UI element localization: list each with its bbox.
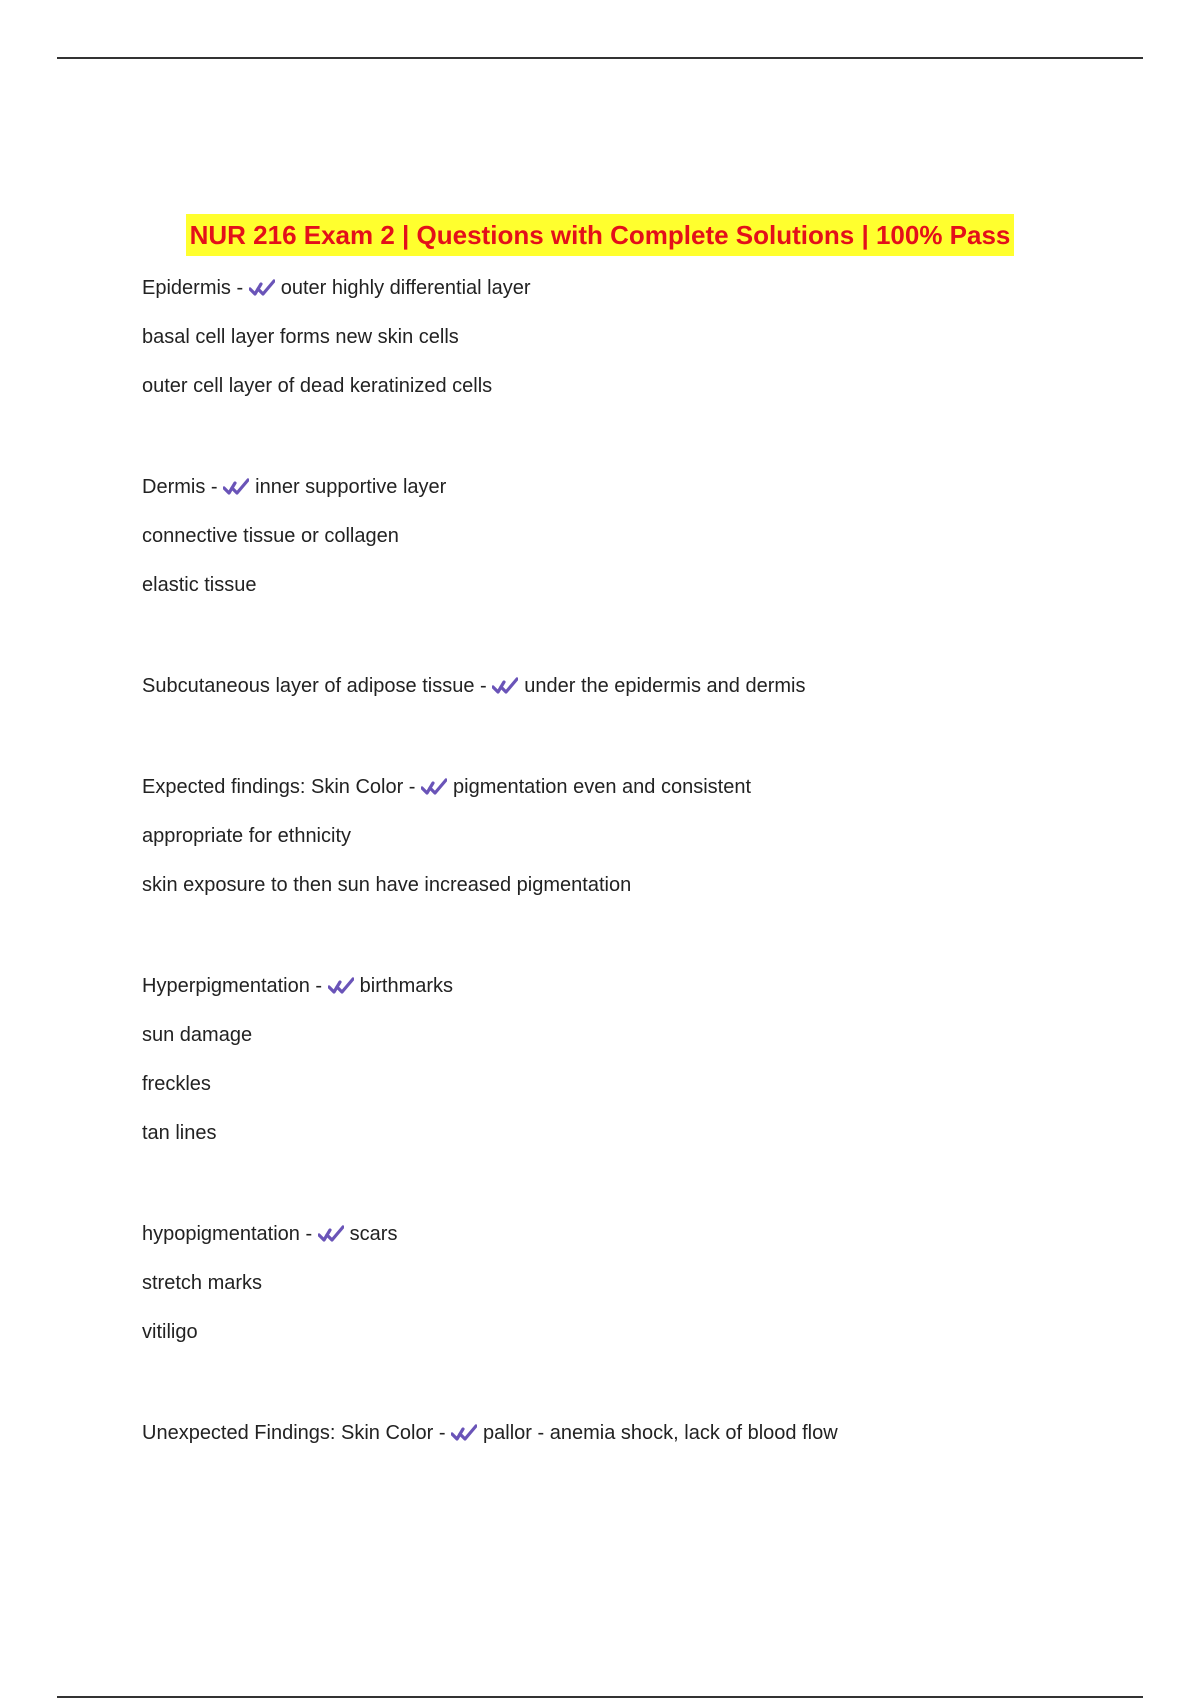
qa-entry [142,974,1142,1222]
qa-separator: - [433,1422,452,1444]
qa-term: Dermis [142,476,206,498]
qa-answer-line: stretch marks [142,1272,263,1294]
qa-term: Epidermis [142,277,231,299]
double-checkmark-icon [421,777,447,797]
qa-answer: birthmarks [359,975,454,997]
qa-answer-line: vitiligo [142,1321,198,1343]
qa-separator: - [403,776,422,798]
qa-answer-line: basal cell layer forms new skin cells [142,326,459,348]
qa-answer: scars [349,1223,398,1245]
qa-entry [142,775,1142,974]
qa-separator: - [309,975,328,997]
qa-term: Unexpected Findings: Skin Color [142,1422,434,1444]
qa-answer-line: freckles [142,1073,211,1095]
entry-spacer [142,723,1142,775]
qa-question-line [142,276,1142,300]
double-checkmark-icon [318,1224,344,1244]
qa-question-line [142,775,1142,799]
qa-answer-line: elastic tissue [142,574,257,596]
double-checkmark-icon [223,477,249,497]
qa-answer-line: outer cell layer of dead keratinized cells [142,375,493,397]
qa-term: Hyperpigmentation [142,975,310,997]
top-rule [57,57,1143,59]
qa-entry [142,276,1142,475]
qa-question-line [142,1222,1142,1246]
page-title: NUR 216 Exam 2 | Questions with Complete Solutions | 100% Pass [186,214,1015,256]
qa-content [142,276,1142,1470]
qa-entry [142,1421,1142,1445]
entry-spacer [142,423,1142,475]
qa-term: Expected findings: Skin Color [142,776,404,798]
qa-term: Subcutaneous layer of adipose tissue [142,675,475,697]
qa-entry [142,475,1142,674]
qa-answer-line: appropriate for ethnicity [142,825,352,847]
qa-term: hypopigmentation [142,1223,300,1245]
qa-separator: - [299,1223,318,1245]
qa-answer-line: connective tissue or collagen [142,525,399,547]
qa-answer-line: tan lines [142,1122,217,1144]
qa-separator: - [230,277,249,299]
double-checkmark-icon [451,1423,477,1443]
bottom-rule [57,1696,1143,1698]
double-checkmark-icon [249,278,275,298]
qa-question-line [142,1421,1142,1445]
qa-question-line [142,974,1142,998]
qa-answer-line: sun damage [142,1024,253,1046]
qa-answer: pallor - anemia shock, lack of blood flow [483,1422,838,1444]
entry-spacer [142,1170,1142,1222]
title-container [0,214,1200,256]
qa-answer: under the epidermis and dermis [524,675,806,697]
qa-answer: pigmentation even and consistent [453,776,752,798]
qa-separator: - [205,476,224,498]
double-checkmark-icon [328,976,354,996]
entry-spacer [142,622,1142,674]
qa-question-line [142,674,1142,698]
qa-answer-line: skin exposure to then sun have increased pigmentation [142,874,632,896]
qa-entry [142,674,1142,775]
qa-entry [142,1222,1142,1421]
qa-answer: inner supportive layer [255,476,447,498]
qa-answer: outer highly differential layer [280,277,531,299]
entry-spacer [142,922,1142,974]
entry-spacer [142,1369,1142,1421]
qa-question-line [142,475,1142,499]
double-checkmark-icon [492,676,518,696]
qa-separator: - [474,675,493,697]
